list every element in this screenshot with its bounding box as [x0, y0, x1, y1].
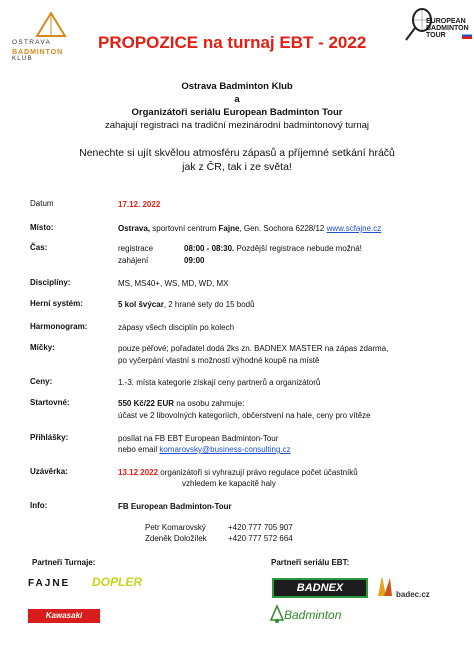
venue-link[interactable]: www.scfajne.cz: [326, 224, 382, 233]
tournament-partners-label: Partneři Turnaje:: [32, 558, 96, 567]
value-micky-1: pouze péřové; pořadatel dodá 2ks zn. BADNEX MASTER na zápas zdarma,: [118, 344, 389, 353]
label-uzaverka: Uzávěrka:: [30, 467, 68, 476]
venue-address: , Gen. Sochora 6228/12: [239, 224, 327, 233]
value-harmonogram: zápasy všech disciplín po kolech: [118, 323, 235, 332]
value-system: [118, 299, 458, 310]
value-startovne-1: [118, 398, 458, 409]
venue-name: Fajne: [218, 224, 240, 233]
value-uzaverka-1: [118, 467, 458, 478]
label-system: Herní systém:: [30, 299, 83, 308]
label-startovne: Startovné:: [30, 398, 70, 407]
page-title: PROPOZICE na turnaj EBT - 2022: [98, 33, 367, 52]
label-ceny: Ceny:: [30, 377, 53, 386]
reg-label: registrace: [118, 244, 154, 253]
label-prihlasky: Přihlášky:: [30, 433, 69, 442]
label-discipliny: Disciplíny:: [30, 278, 71, 287]
intro-line: zahajují registraci na tradiční mezinárodní badmintonový turnaj: [104, 120, 370, 131]
deadline-note: organizátoři si vyhrazují právo regulace počet účastníků: [158, 468, 358, 477]
logo-line2: BADMINTON: [12, 47, 63, 56]
label-harmonogram: Harmonogram:: [30, 322, 88, 331]
contact-name-2: Zdeněk Doložílek: [145, 534, 207, 543]
value-datum: 17.12. 2022: [118, 200, 161, 209]
contact-phone-2: +420 777 572 664: [228, 534, 293, 543]
start-label: zahájení: [118, 256, 149, 265]
dopler-logo: DOPLER: [92, 575, 143, 589]
badec-logo: [372, 572, 442, 608]
reg-time: 08:00 - 08:30.: [184, 244, 235, 253]
fajne-logo: FAJNE: [28, 578, 71, 589]
ostrava-badminton-logo: [12, 12, 94, 62]
badec-shuttle-icon: [372, 572, 398, 598]
ebt-logo: [404, 6, 472, 50]
email-prefix: nebo email: [118, 445, 160, 454]
org-primary: Ostrava Badminton Klub: [181, 81, 293, 92]
reg-note: Pozdější registrace nebude možná!: [234, 244, 362, 253]
value-discipliny: MS, MS40+, WS, MD, WD, MX: [118, 279, 229, 288]
start-time: 09:00: [184, 256, 205, 265]
value-misto: [118, 223, 458, 234]
kawasaki-logo: Kawasaki: [28, 609, 100, 623]
label-info: Info:: [30, 501, 48, 510]
value-cas-reg: [118, 243, 458, 254]
ebt-line1: EUROPEAN: [426, 18, 466, 25]
value-prihlasky-1: posílat na FB EBT European Badminton-Tour: [118, 434, 279, 443]
label-datum: Datum: [30, 199, 54, 208]
ebt-line3: TOUR: [426, 32, 446, 39]
series-partners-label: Partneři seriálu EBT:: [271, 558, 350, 567]
logo-line3: KLUB: [12, 56, 33, 62]
contact-name-1: Petr Komarovský: [145, 523, 206, 532]
logo-line1: OSTRAVA: [12, 39, 52, 46]
email-link[interactable]: komarovsky@business-consulting.cz: [159, 445, 291, 454]
deadline-date: 13.12 2022: [118, 468, 159, 477]
value-cas-start: [118, 255, 458, 266]
system-rest: , 2 hrané sety do 15 bodů: [163, 300, 255, 309]
value-startovne-2: účast ve 2 libovolných kategoriích, občerstvení na hale, ceny pro vítěze: [118, 411, 371, 420]
value-info: FB European Badminton-Tour: [118, 502, 232, 511]
system-main: 5 kol švýcar: [118, 300, 164, 309]
badec-text: badec.cz: [396, 590, 430, 599]
value-micky-2: po vyčerpání vlastní s možností výhodné koupě na místě: [118, 356, 320, 365]
shuttlecock-icon: [34, 12, 68, 38]
ebt-line2: BADMINTON: [426, 25, 469, 32]
badminton-logo: [268, 604, 348, 632]
contact-phone-1: +420 777 705 907: [228, 523, 293, 532]
badnex-logo: BADNEX: [272, 578, 368, 598]
label-cas: Čas:: [30, 243, 48, 252]
label-misto: Místo:: [30, 223, 54, 232]
value-prihlasky-2: [118, 444, 458, 455]
value-uzaverka-2: vzhledem ke kapacitě haly: [182, 479, 276, 488]
value-ceny: 1.-3. místa kategorie získají ceny partnerů a organizátorů: [118, 378, 321, 387]
org-and: a: [234, 94, 240, 105]
venue-city: Ostrava,: [118, 224, 151, 233]
greeting-line1: Nenechte si ujít skvělou atmosféru zápasů a příjemné setkání hráčů: [79, 147, 395, 159]
org-secondary: Organizátoři seriálu European Badminton Tour: [131, 107, 343, 118]
badminton-text: Badminton: [284, 608, 342, 622]
fee-rest: na osobu zahrnuje:: [174, 399, 245, 408]
venue-rest: sportovní centrum: [150, 224, 219, 233]
fee-amount: 550 Kč/22 EUR: [118, 399, 175, 408]
greeting-line2: jak z ČR, tak i ze světa!: [182, 161, 292, 173]
label-micky: Míčky:: [30, 343, 55, 352]
flag-icon: [462, 32, 472, 39]
